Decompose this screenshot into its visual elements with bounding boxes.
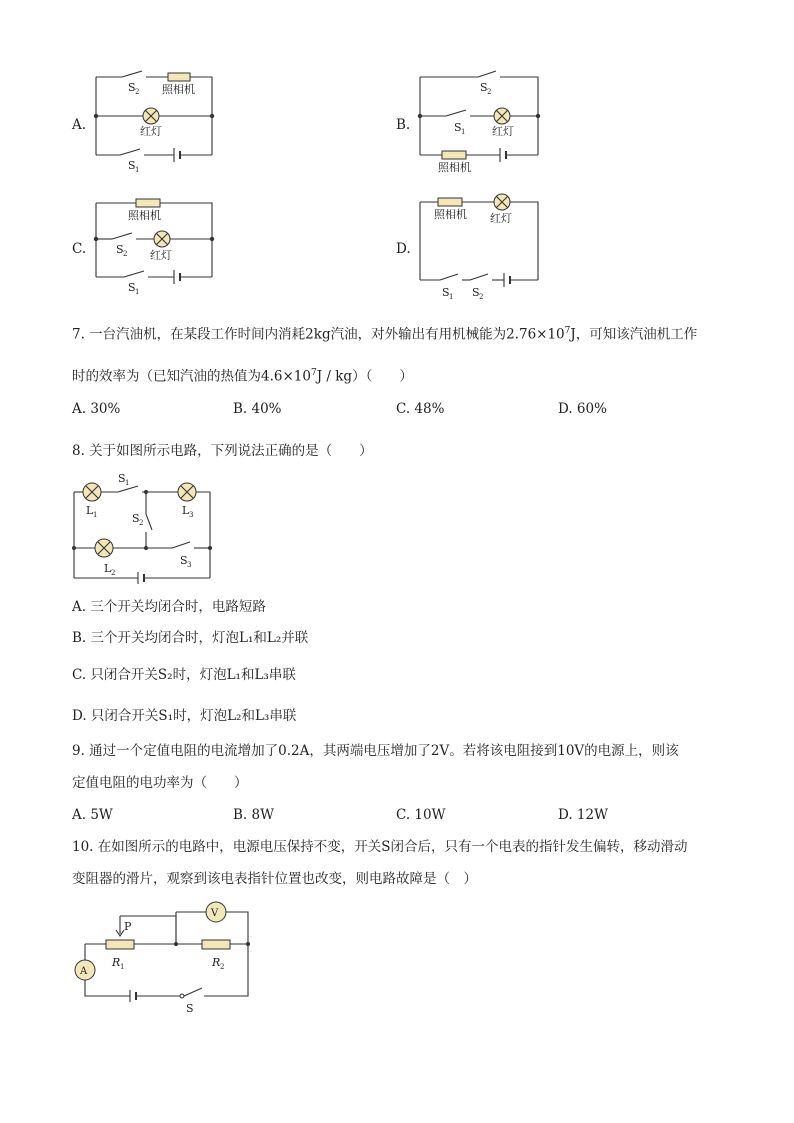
camera-component: [438, 198, 462, 206]
q9-option-d[interactable]: D. 12W: [558, 807, 608, 823]
q8-option-c[interactable]: C. 只闭合开关S₂时，灯泡L₁和L₃串联: [72, 667, 296, 683]
svg-text:S: S: [128, 281, 136, 294]
switch-s2: [112, 233, 132, 239]
switch-s: [184, 988, 202, 996]
svg-text:3: 3: [187, 561, 192, 569]
lamp-label: 红灯: [140, 125, 162, 138]
svg-text:S: S: [480, 81, 488, 94]
camera-component: [442, 151, 466, 159]
switch-s2: [122, 71, 142, 77]
svg-text:照相机: 照相机: [438, 161, 471, 174]
svg-text:S: S: [132, 512, 140, 525]
s1-label: S: [128, 159, 136, 172]
svg-text:2: 2: [220, 963, 225, 971]
q7-option-d[interactable]: D. 60%: [558, 401, 607, 417]
q8-option-a[interactable]: A. 三个开关均闭合时，电路短路: [72, 599, 266, 615]
resistor-r2: [202, 940, 230, 949]
svg-text:红灯: 红灯: [150, 249, 172, 262]
s2-label: S: [128, 81, 136, 94]
svg-text:红灯: 红灯: [490, 212, 512, 225]
svg-text:2: 2: [135, 88, 140, 96]
camera-label: 照相机: [162, 83, 195, 96]
resistor-r1: [106, 940, 134, 949]
camera-component: [168, 73, 190, 81]
switch-s2: [146, 514, 152, 530]
switch-s2: [478, 71, 496, 77]
svg-text:3: 3: [189, 511, 194, 519]
svg-text:2: 2: [487, 88, 492, 96]
q9-option-c[interactable]: C. 10W: [396, 807, 446, 823]
svg-text:2: 2: [111, 569, 116, 577]
q9-line2: 定值电阻的电功率为（ ）: [72, 775, 248, 791]
svg-text:1: 1: [461, 128, 466, 136]
svg-text:V: V: [211, 908, 219, 919]
svg-text:1: 1: [125, 479, 130, 487]
q8-option-b[interactable]: B. 三个开关均闭合时，灯泡L₁和L₂并联: [72, 630, 309, 646]
q7-option-b[interactable]: B. 40%: [233, 401, 282, 417]
svg-text:S: S: [118, 472, 126, 485]
q10-line2: 变阻器的滑片，观察到该电表指针位置也改变，则电路故障是（ ）: [72, 871, 477, 887]
svg-text:P: P: [124, 920, 132, 933]
q9-line1: 9. 通过一个定值电阻的电流增加了0.2A，其两端电压增加了2V。若将该电阻接到10V的电源上，则该: [72, 743, 679, 759]
option-label-d: D.: [396, 241, 411, 257]
camera-component: [136, 199, 160, 207]
q7-option-a[interactable]: A. 30%: [72, 401, 121, 417]
q7-option-c[interactable]: C. 48%: [396, 401, 445, 417]
svg-text:1: 1: [449, 293, 454, 301]
svg-text:S: S: [454, 121, 462, 134]
svg-text:L: L: [86, 504, 94, 517]
svg-text:R: R: [212, 956, 221, 969]
circuit-diagram-a: [90, 65, 220, 175]
switch-s2: [470, 274, 488, 280]
q9-option-a[interactable]: A. 5W: [72, 807, 113, 823]
svg-text:1: 1: [93, 511, 98, 519]
svg-text:R: R: [112, 956, 121, 969]
circuit-diagram-c: [90, 193, 220, 298]
switch-s1: [446, 110, 466, 116]
svg-text:红灯: 红灯: [492, 125, 514, 138]
svg-text:照相机: 照相机: [128, 209, 161, 222]
svg-text:S: S: [472, 286, 480, 299]
svg-text:1: 1: [135, 288, 140, 296]
svg-text:S: S: [180, 554, 188, 567]
q10-line1: 10. 在如图所示的电路中，电源电压保持不变，开关S闭合后，只有一个电表的指针发生偏转，移动滑动: [72, 839, 688, 855]
svg-text:S: S: [442, 286, 450, 299]
svg-text:L: L: [104, 562, 112, 575]
q8-circuit-diagram: [68, 468, 218, 588]
q8-stem: 8. 关于如图所示电路，下列说法正确的是（ ）: [72, 443, 373, 459]
svg-text:1: 1: [135, 166, 140, 174]
option-label-a: A.: [72, 117, 87, 133]
option-label-c: C.: [72, 241, 87, 257]
svg-text:A: A: [80, 966, 88, 977]
circuit-diagram-d: [412, 190, 547, 302]
svg-text:2: 2: [123, 250, 128, 258]
svg-text:L: L: [182, 504, 190, 517]
q10-circuit-diagram: [70, 898, 260, 1018]
option-label-b: B.: [396, 117, 411, 133]
q7-line2: 时的效率为（已知汽油的热值为$4.6\times 10^7J / kg$）（ ）: [72, 368, 413, 385]
svg-text:2: 2: [139, 519, 144, 527]
q7-line1: 7. 一台汽油机，在某段工作时间内消耗2kg汽油，对外输出有用机械能为$2.76\times 10^7J$，可知该汽油机工作: [72, 326, 698, 343]
svg-text:S: S: [186, 1002, 194, 1015]
q9-option-b[interactable]: B. 8W: [233, 807, 274, 823]
svg-text:照相机: 照相机: [434, 208, 467, 221]
svg-text:S: S: [116, 243, 124, 256]
switch-s1: [120, 149, 140, 155]
switch-s1: [440, 274, 458, 280]
q8-option-d[interactable]: D. 只闭合开关S₁时，灯泡L₂和L₃串联: [72, 708, 297, 724]
svg-text:1: 1: [120, 963, 125, 971]
switch-s1: [124, 271, 144, 277]
svg-text:2: 2: [479, 293, 484, 301]
circuit-diagram-b: [412, 65, 547, 175]
switch-s3: [172, 542, 190, 548]
